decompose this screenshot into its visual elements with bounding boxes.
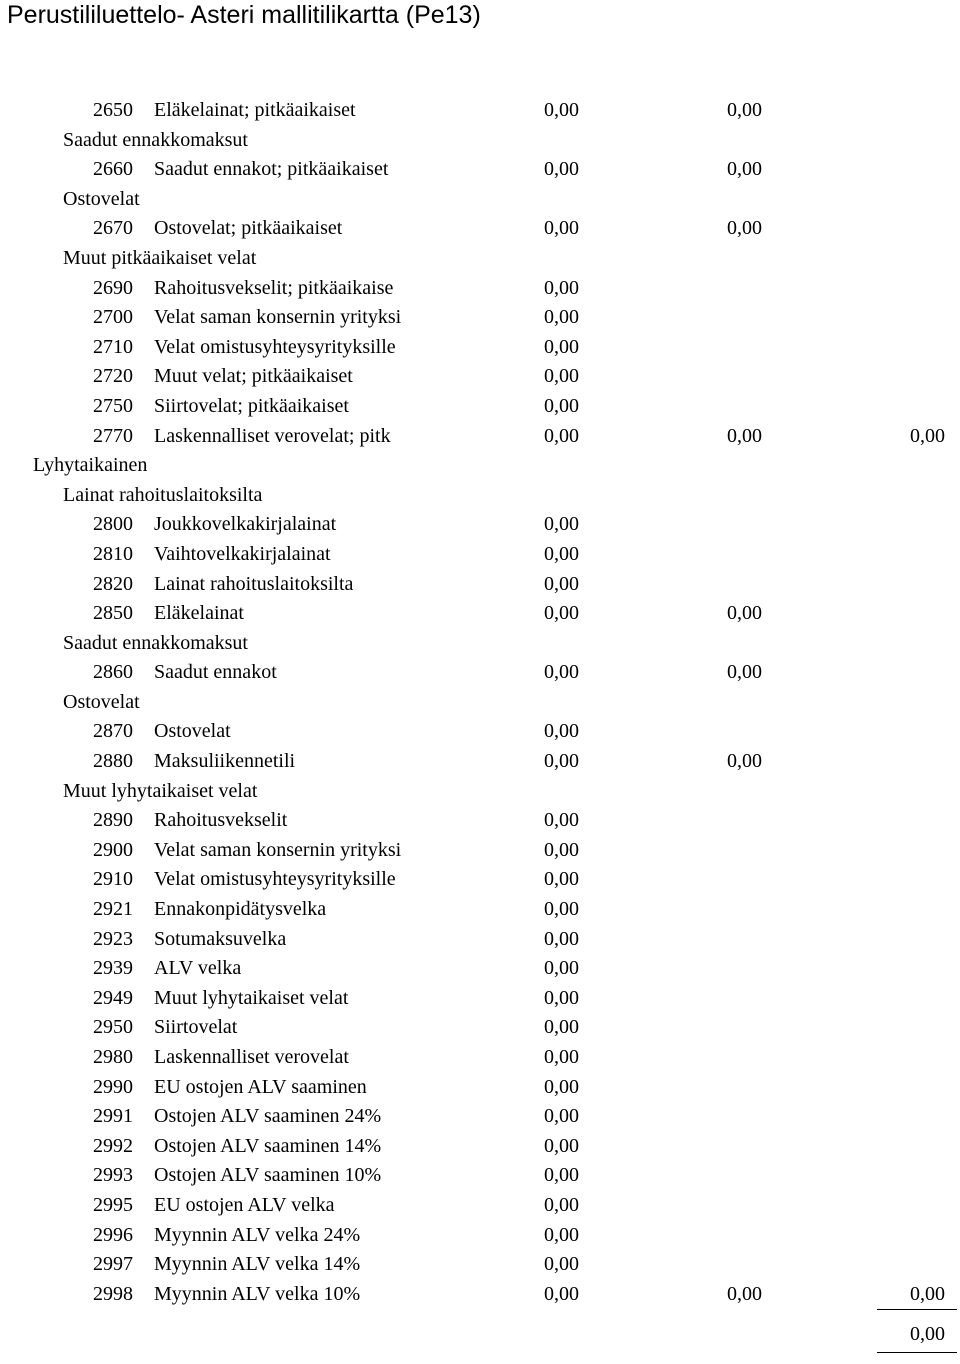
account-row	[0, 1250, 960, 1280]
section-heading: Muut pitkäaikaiset velat	[63, 246, 257, 269]
group-subtotal: 0,00	[727, 750, 762, 773]
account-row	[0, 658, 960, 688]
group-subtotal: 0,00	[727, 602, 762, 625]
account-balance: 0,00	[544, 750, 579, 773]
account-row	[0, 422, 960, 452]
account-balance: 0,00	[544, 1046, 579, 1068]
account-number: 2650	[93, 99, 133, 121]
account-row	[0, 333, 960, 363]
section-total: 0,00	[910, 1282, 945, 1305]
total-underline	[877, 1309, 957, 1310]
section-heading-row	[0, 481, 960, 511]
account-row	[0, 1102, 960, 1132]
account-balance: 0,00	[544, 986, 579, 1009]
account-list	[0, 96, 960, 1354]
account-name: Rahoitusvekselit; pitkäaikaise	[154, 276, 394, 299]
account-balance: 0,00	[544, 365, 579, 388]
account-name: Myynnin ALV velka 14%	[154, 1253, 361, 1276]
account-name: Ennakonpidätysvelka	[154, 898, 327, 921]
account-name: Saadut ennakot	[154, 661, 277, 684]
section-heading-row	[0, 688, 960, 718]
account-name: Saadut ennakot; pitkäaikaiset	[154, 158, 389, 181]
account-number: 2820	[93, 572, 133, 595]
account-balance: 0,00	[544, 394, 579, 417]
account-name: Muut lyhytaikaiset velat	[154, 986, 349, 1009]
account-name: Maksuliikennetili	[154, 750, 296, 773]
account-number: 2690	[93, 276, 133, 299]
account-row	[0, 1132, 960, 1162]
account-name: Laskennalliset verovelat	[154, 1046, 349, 1068]
section-heading: Ostovelat	[63, 187, 140, 210]
account-balance: 0,00	[544, 99, 579, 121]
account-name: EU ostojen ALV saaminen	[154, 1075, 367, 1098]
account-number: 2995	[93, 1193, 133, 1216]
account-balance: 0,00	[544, 927, 579, 950]
account-number: 2870	[93, 720, 133, 743]
account-balance: 0,00	[544, 513, 579, 536]
account-name: Velat omistusyhteysyrityksille	[154, 335, 396, 358]
account-name: Ostojen ALV saaminen 10%	[154, 1164, 382, 1187]
account-number: 2860	[93, 661, 133, 684]
account-number: 2800	[93, 513, 133, 536]
account-balance: 0,00	[544, 1164, 579, 1187]
account-row	[0, 392, 960, 422]
account-balance: 0,00	[544, 424, 579, 447]
account-number: 2910	[93, 868, 133, 891]
account-balance: 0,00	[544, 602, 579, 625]
section-heading-row	[0, 185, 960, 215]
grand-total-block	[0, 1309, 960, 1354]
account-row	[0, 836, 960, 866]
account-number: 2720	[93, 365, 133, 388]
section-heading: Saadut ennakkomaksut	[63, 128, 248, 151]
account-name: Eläkelainat; pitkäaikaiset	[154, 99, 356, 121]
section-heading-row	[0, 126, 960, 156]
account-name: Myynnin ALV velka 24%	[154, 1223, 361, 1246]
account-row	[0, 895, 960, 925]
account-name: Muut velat; pitkäaikaiset	[154, 365, 353, 388]
account-number: 2770	[93, 424, 133, 447]
account-number: 2996	[93, 1223, 133, 1246]
account-row	[0, 1073, 960, 1103]
section-heading: Lainat rahoituslaitoksilta	[63, 483, 263, 506]
account-balance: 0,00	[544, 217, 579, 240]
account-name: Siirtovelat	[154, 1016, 238, 1039]
account-number: 2900	[93, 838, 133, 861]
group-subtotal: 0,00	[727, 424, 762, 447]
account-name: Ostojen ALV saaminen 14%	[154, 1134, 382, 1157]
account-number: 2850	[93, 602, 133, 625]
section-heading: Ostovelat	[63, 690, 140, 713]
account-balance: 0,00	[544, 720, 579, 743]
account-balance: 0,00	[544, 661, 579, 684]
account-number: 2880	[93, 750, 133, 773]
section-heading: Saadut ennakkomaksut	[63, 631, 248, 654]
account-row	[0, 1043, 960, 1073]
account-row	[0, 274, 960, 304]
account-number: 2890	[93, 809, 133, 832]
section-heading-row	[0, 244, 960, 274]
section-heading-row	[0, 629, 960, 659]
account-row	[0, 1280, 960, 1310]
account-name: Vaihtovelkakirjalainat	[154, 542, 331, 565]
account-number: 2990	[93, 1075, 133, 1098]
section-heading-row	[0, 777, 960, 807]
account-balance: 0,00	[544, 1282, 579, 1305]
account-number: 2950	[93, 1016, 133, 1039]
account-number: 2750	[93, 394, 133, 417]
account-balance: 0,00	[544, 1075, 579, 1098]
account-balance: 0,00	[544, 809, 579, 832]
account-name: Sotumaksuvelka	[154, 927, 287, 950]
account-name: Siirtovelat; pitkäaikaiset	[154, 394, 349, 417]
account-balance: 0,00	[544, 898, 579, 921]
account-balance: 0,00	[544, 158, 579, 181]
account-balance: 0,00	[544, 1193, 579, 1216]
account-row	[0, 865, 960, 895]
grand-total-underline	[877, 1352, 957, 1353]
account-number: 2710	[93, 335, 133, 358]
account-number: 2700	[93, 306, 133, 329]
account-balance: 0,00	[544, 868, 579, 891]
account-name: Eläkelainat	[154, 602, 244, 625]
account-name: Ostojen ALV saaminen 24%	[154, 1105, 382, 1128]
account-balance: 0,00	[544, 335, 579, 358]
group-subtotal: 0,00	[727, 158, 762, 181]
account-balance: 0,00	[544, 1253, 579, 1276]
account-balance: 0,00	[544, 542, 579, 565]
account-balance: 0,00	[544, 306, 579, 329]
account-name: ALV velka	[154, 957, 242, 980]
account-name: Laskennalliset verovelat; pitk	[154, 424, 391, 447]
section-heading-row	[0, 451, 960, 481]
account-row	[0, 155, 960, 185]
account-balance: 0,00	[544, 838, 579, 861]
account-name: EU ostojen ALV velka	[154, 1193, 335, 1216]
account-name: Joukkovelkakirjalainat	[154, 513, 337, 536]
account-name: Ostovelat; pitkäaikaiset	[154, 217, 343, 240]
group-subtotal: 0,00	[727, 661, 762, 684]
section-heading: Muut lyhytaikaiset velat	[63, 779, 258, 802]
account-name: Velat omistusyhteysyrityksille	[154, 868, 396, 891]
account-number: 2992	[93, 1134, 133, 1157]
account-row	[0, 362, 960, 392]
account-row	[0, 925, 960, 955]
account-balance: 0,00	[544, 1105, 579, 1128]
account-row	[0, 1221, 960, 1251]
account-number: 2991	[93, 1105, 133, 1128]
group-subtotal: 0,00	[727, 99, 762, 121]
account-number: 2997	[93, 1253, 133, 1276]
account-row	[0, 540, 960, 570]
account-name: Lainat rahoituslaitoksilta	[154, 572, 354, 595]
account-number: 2670	[93, 217, 133, 240]
account-number: 2923	[93, 927, 133, 950]
account-row	[0, 1013, 960, 1043]
account-number: 2660	[93, 158, 133, 181]
account-balance: 0,00	[544, 276, 579, 299]
account-row	[0, 214, 960, 244]
account-number: 2939	[93, 957, 133, 980]
account-row	[0, 510, 960, 540]
account-number: 2921	[93, 898, 133, 921]
account-row	[0, 303, 960, 333]
account-row	[0, 1161, 960, 1191]
account-row	[0, 806, 960, 836]
account-name: Rahoitusvekselit	[154, 809, 288, 832]
account-number: 2980	[93, 1046, 133, 1068]
account-name: Velat saman konsernin yrityksi	[154, 306, 402, 329]
page-title: Perustililuettelo- Asteri mallitilikartta (Pe13)	[7, 1, 481, 29]
account-row	[0, 96, 960, 126]
account-balance: 0,00	[544, 572, 579, 595]
group-subtotal: 0,00	[727, 217, 762, 240]
section-heading: Lyhytaikainen	[33, 454, 148, 477]
account-row	[0, 717, 960, 747]
account-row	[0, 954, 960, 984]
account-row	[0, 747, 960, 777]
account-number: 2993	[93, 1164, 133, 1187]
account-number: 2998	[93, 1282, 133, 1305]
account-balance: 0,00	[544, 957, 579, 980]
account-number: 2810	[93, 542, 133, 565]
account-row	[0, 984, 960, 1014]
grand-total: 0,00	[910, 1323, 945, 1346]
account-name: Myynnin ALV velka 10%	[154, 1282, 361, 1305]
group-subtotal: 0,00	[727, 1282, 762, 1305]
account-row	[0, 599, 960, 629]
account-balance: 0,00	[544, 1223, 579, 1246]
account-name: Ostovelat	[154, 720, 231, 743]
account-balance: 0,00	[544, 1134, 579, 1157]
account-number: 2949	[93, 986, 133, 1009]
account-row	[0, 1191, 960, 1221]
account-row	[0, 570, 960, 600]
account-balance: 0,00	[544, 1016, 579, 1039]
account-name: Velat saman konsernin yrityksi	[154, 838, 402, 861]
section-total: 0,00	[910, 424, 945, 447]
